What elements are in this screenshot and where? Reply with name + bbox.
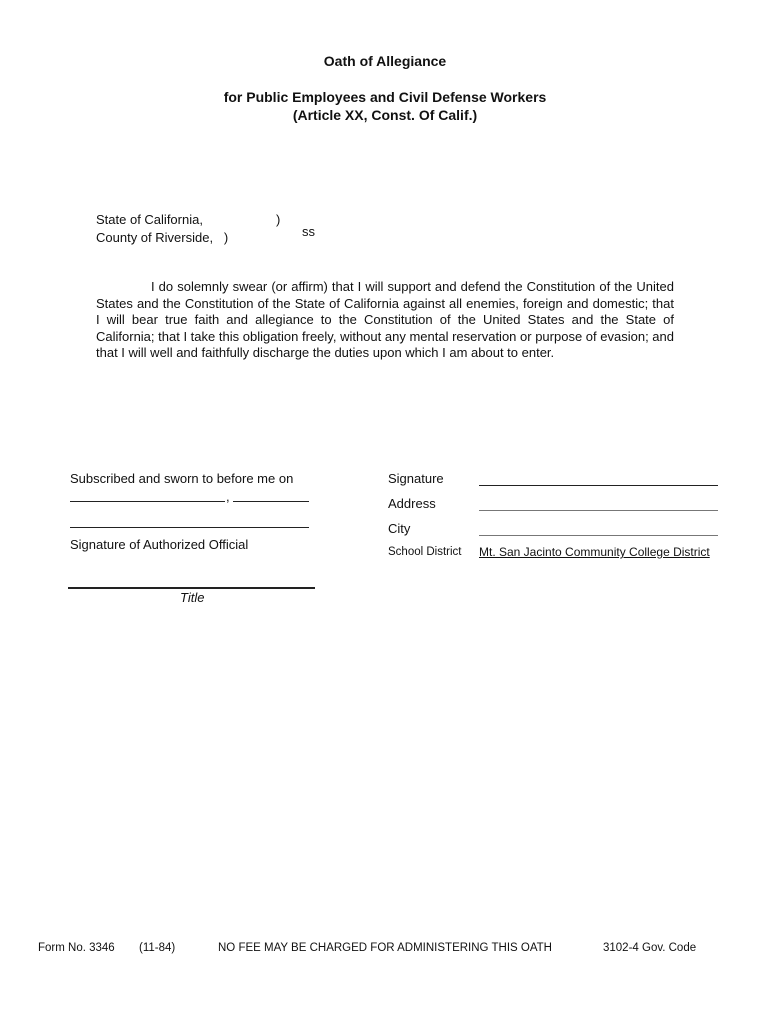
- subscribed-label: Subscribed and sworn to before me on: [70, 471, 294, 486]
- form-number: Form No. 3346: [38, 942, 115, 954]
- date-year-line[interactable]: [233, 501, 309, 502]
- address-line[interactable]: [479, 510, 718, 511]
- venue-county-paren: ): [223, 230, 229, 245]
- venue-county-label: County of Riverside,: [96, 230, 214, 245]
- venue-ss: ss: [302, 224, 315, 239]
- fee-notice: NO FEE MAY BE CHARGED FOR ADMINISTERING THIS OATH: [218, 942, 552, 954]
- signature-line[interactable]: [479, 485, 718, 486]
- oath-text: I do solemnly swear (or affirm) that I will support and defend the Constitution of the United States and the Constitution of the State of California against all enemies, foreign and domestic; that I will bear true faith and allegiance to the Constitution of the United States and the State of California; that I take this obligation freely, without any mental reservation or purpose of evasion; and that I will well and faithfully discharge the duties upon which I am about to enter.: [96, 279, 674, 360]
- title-line[interactable]: [68, 587, 315, 589]
- official-signature-label: Signature of Authorized Official: [70, 537, 249, 552]
- school-district-label: School District: [388, 546, 462, 558]
- official-signature-line[interactable]: [70, 527, 309, 528]
- school-district-value: Mt. San Jacinto Community College District: [479, 545, 710, 559]
- venue-state: State of California,: [96, 212, 203, 227]
- signature-label: Signature: [388, 471, 444, 486]
- date-day-line[interactable]: [70, 501, 225, 502]
- venue-paren: ): [276, 212, 281, 227]
- city-line[interactable]: [479, 535, 718, 536]
- form-date: (11-84): [139, 942, 176, 954]
- venue-county: [96, 230, 228, 245]
- article-reference: (Article XX, Const. Of Calif.): [292, 107, 478, 123]
- document-subtitle: for Public Employees and Civil Defense Workers: [223, 89, 547, 105]
- title-label: Title: [180, 590, 205, 605]
- city-label: City: [388, 521, 411, 536]
- address-label: Address: [388, 496, 436, 511]
- date-comma: ,: [226, 489, 230, 504]
- gov-code: 3102-4 Gov. Code: [603, 942, 697, 954]
- document-title: Oath of Allegiance: [323, 53, 447, 69]
